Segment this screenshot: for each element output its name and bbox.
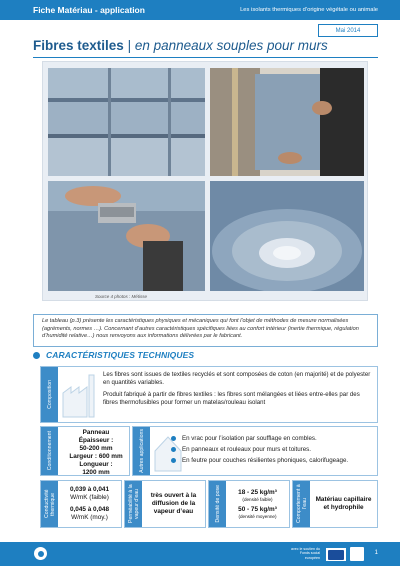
density-cell <box>208 480 290 528</box>
photo-cutting-panel <box>48 181 205 291</box>
title-sub: en panneaux souples pour murs <box>134 38 328 53</box>
permeability-cell <box>124 480 206 528</box>
photo-fibre-roll <box>210 181 364 291</box>
date-badge: Mai 2014 <box>318 24 378 37</box>
doc-series: Les isolants thermiques d’origine végétale ou animale <box>240 7 378 13</box>
composition-row <box>40 366 378 423</box>
doc-type: Fiche Matériau - application <box>33 5 145 15</box>
conditionnement-cell <box>40 426 130 476</box>
applications-tab: Autres applications <box>133 427 150 475</box>
page-number: 1 <box>374 550 378 556</box>
photo-credit: Source 4 photos : Métisse <box>95 294 148 299</box>
conductivity-tab: Conductivité thermique <box>41 481 58 527</box>
list-item: En feutre pour couches résilientes phoniques, calorifugeage. <box>171 455 348 466</box>
conductivity-values: 0,039 à 0,041 W/mK (faible) 0,045 à 0,048 W/mK (moy.) <box>69 486 110 521</box>
applications-cell <box>132 426 378 476</box>
header-bar <box>0 0 400 20</box>
density-tab: Densité de pose <box>209 481 226 527</box>
conditionnement-values: Panneau Épaisseur : 50-200 mm Largeur : 600 mm Longueur : 1200 mm <box>69 429 123 476</box>
list-item: En panneaux et rouleaux pour murs et toitures. <box>171 444 348 455</box>
eu-flag-icon <box>326 548 346 561</box>
composition-p2: Produit fabriqué à partir de fibres textiles : les fibres sont mélangées et liées entre-elles par des fibres thermofusibles pour former un matelas/rouleau isolant <box>103 391 360 406</box>
title-rule <box>33 57 378 58</box>
permeability-tab: Perméabilité à la vapeur d’eau <box>125 481 142 527</box>
composition-tab: Composition <box>41 367 58 422</box>
water-value: Matériau capillaire et hydrophile <box>315 496 372 511</box>
conductivity-cell <box>40 480 122 528</box>
page-title <box>33 38 328 53</box>
water-tab: Comportement à l’eau <box>293 481 310 527</box>
funding-note: avec le soutien du Fonds social européen <box>291 547 320 560</box>
intro-box: Le tableau (p.3) présente les caractéristiques physiques et mécaniques qui font l’objet de méthodes de mesure normalisées (agréments, normes …). Concernant d’autres caractéristiques spécifiques liées au confort intérieur (inertie thermique, régulation d’humidité relative…) nous renvoyons aux informations délivrées par le fabricant. <box>33 314 378 347</box>
composition-text <box>103 371 371 411</box>
permeability-value: très ouvert à la diffusion de la vapeur d’eau <box>150 492 197 515</box>
wallonia-logo-icon <box>350 547 364 561</box>
footer-bar <box>0 542 400 566</box>
photo-panel <box>42 61 368 301</box>
title-main: Fibres textiles <box>33 38 124 53</box>
list-item: En vrac pour l’isolation par soufflage en combles. <box>171 433 348 444</box>
water-cell <box>292 480 378 528</box>
title-separator: | <box>127 38 132 53</box>
density-values: 18 - 25 kg/m³ (densité faible) 50 - 75 kg/m³ (densité moyenne) <box>238 488 277 519</box>
conditionnement-tab: Conditionnement <box>41 427 58 475</box>
section-title: CARACTÉRISTIQUES TECHNIQUES <box>46 350 195 360</box>
logo-icon <box>34 547 47 560</box>
composition-p1: Les fibres sont issues de textiles recyclés et sont composées de coton (en majorité) et de polyester en quantités variables. <box>103 371 371 386</box>
factory-icon <box>61 373 99 419</box>
photo-installing-panel <box>210 68 364 176</box>
applications-list <box>171 433 348 466</box>
bullet-icon <box>33 352 40 359</box>
photo-stacked-panels <box>48 68 205 176</box>
section-heading <box>33 350 194 360</box>
